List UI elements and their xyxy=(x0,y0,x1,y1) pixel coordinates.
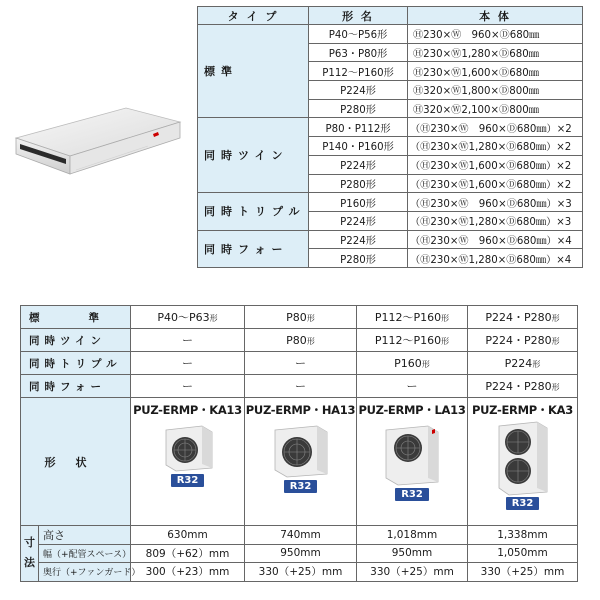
model-cell: P280形 xyxy=(309,249,408,268)
dimension-cell: （Ⓗ230×Ⓦ1,280×Ⓓ680㎜）×4 xyxy=(408,249,583,268)
dimension-cell: （Ⓗ230×Ⓦ1,280×Ⓓ680㎜）×2 xyxy=(408,137,583,156)
refrigerant-badge: R32 xyxy=(171,474,205,487)
dimension-cell: Ⓗ320×Ⓦ2,100×Ⓓ800㎜ xyxy=(408,99,583,118)
dimension-cell: Ⓗ320×Ⓦ1,800×Ⓓ800㎜ xyxy=(408,81,583,100)
capacity-suffix: 形 xyxy=(441,337,450,346)
group-label-triple: 同時トリプル xyxy=(198,193,309,230)
dimension-cell: （Ⓗ230×Ⓦ1,600×Ⓓ680㎜）×2 xyxy=(408,174,583,193)
capacity-value: P160 xyxy=(394,356,422,370)
model-cell: P112〜P160形 xyxy=(309,62,408,81)
dimension-value: 1,018mm xyxy=(357,526,468,545)
row-label-four: 同時フォー xyxy=(21,375,131,398)
dimension-value: 330（+25）mm xyxy=(357,563,468,582)
model-cell: P224形 xyxy=(309,211,408,230)
dimension-cell: Ⓗ230×Ⓦ 960×Ⓓ680㎜ xyxy=(408,25,583,44)
capacity-value: ー xyxy=(295,357,306,370)
capacity-value: ー xyxy=(182,380,193,393)
capacity-suffix: 形 xyxy=(421,359,430,369)
refrigerant-badge: R32 xyxy=(506,497,540,510)
dimension-cell: Ⓗ230×Ⓦ1,600×Ⓓ680㎜ xyxy=(408,62,583,81)
model-cell: P224形 xyxy=(309,155,408,174)
dimension-cell: （Ⓗ230×Ⓦ1,600×Ⓓ680㎜）×2 xyxy=(408,155,583,174)
shape-label: 形状 xyxy=(21,398,131,526)
row-label-standard-a: 標 xyxy=(29,311,45,324)
outdoor-unit-name: PUZ-ERMP・LA13 xyxy=(358,403,466,417)
indoor-spec-table xyxy=(197,6,583,268)
capacity-value: P224・P280 xyxy=(485,311,552,324)
dimension-value: 1,050mm xyxy=(468,544,578,563)
outdoor-unit-name: PUZ-ERMP・HA13 xyxy=(245,403,356,417)
model-cell: P224形 xyxy=(309,81,408,100)
capacity-cell xyxy=(131,306,245,329)
model-cell: P160形 xyxy=(309,193,408,212)
capacity-cell xyxy=(245,375,357,398)
capacity-cell xyxy=(245,306,357,329)
dimension-cell: Ⓗ230×Ⓦ1,280×Ⓓ680㎜ xyxy=(408,43,583,62)
capacity-value: P112〜P160 xyxy=(374,311,442,324)
header-type: タ イ プ xyxy=(198,7,309,25)
dimension-value: 740mm xyxy=(245,526,357,545)
outdoor-unit-table xyxy=(20,305,578,582)
capacity-cell xyxy=(468,329,578,352)
outdoor-unit-image xyxy=(162,424,214,472)
capacity-value: ー xyxy=(295,380,306,393)
capacity-value: P80 xyxy=(286,333,307,347)
capacity-value: P112〜P160 xyxy=(374,334,442,347)
capacity-cell xyxy=(131,375,245,398)
capacity-value: ー xyxy=(182,357,193,370)
capacity-suffix: 形 xyxy=(551,337,560,346)
row-label-twin: 同時ツイン xyxy=(21,329,131,352)
outdoor-unit-cell xyxy=(245,398,357,526)
capacity-cell xyxy=(468,352,578,375)
capacity-suffix: 形 xyxy=(306,336,315,346)
header-model: 形 名 xyxy=(309,7,408,25)
row-label-standard-b: 準 xyxy=(88,311,104,324)
dimension-label-top: 寸 xyxy=(24,536,35,550)
capacity-cell xyxy=(468,375,578,398)
dimension-value: 809（+62）mm xyxy=(131,544,245,563)
capacity-suffix: 形 xyxy=(551,314,560,323)
dimension-label xyxy=(21,526,39,582)
capacity-value: ー xyxy=(406,380,418,393)
outdoor-unit-name: PUZ-ERMP・KA3 xyxy=(472,403,573,417)
model-cell: P80・P112形 xyxy=(309,118,408,137)
dimension-value: 1,338mm xyxy=(468,526,578,545)
dimension-row-label: 幅（+配管スペース） xyxy=(39,544,131,563)
group-label-four: 同時フォー xyxy=(198,230,309,267)
dimension-value: 330（+25）mm xyxy=(245,563,357,582)
capacity-value: ー xyxy=(182,334,193,347)
capacity-cell xyxy=(357,375,468,398)
capacity-suffix: 形 xyxy=(532,359,541,369)
capacity-suffix: 形 xyxy=(306,313,315,323)
model-cell: P140・P160形 xyxy=(309,137,408,156)
outdoor-unit-cell xyxy=(357,398,468,526)
capacity-value: P224・P280 xyxy=(485,380,552,393)
outdoor-unit-cell xyxy=(131,398,245,526)
capacity-cell xyxy=(357,306,468,329)
outdoor-unit-cell xyxy=(468,398,578,526)
capacity-cell xyxy=(245,352,357,375)
dimension-cell: （Ⓗ230×Ⓦ 960×Ⓓ680㎜）×2 xyxy=(408,118,583,137)
refrigerant-badge: R32 xyxy=(395,488,429,501)
outdoor-unit-image xyxy=(495,420,551,496)
capacity-suffix: 形 xyxy=(209,314,218,323)
capacity-value: P40〜P63 xyxy=(157,311,210,324)
model-cell: P224形 xyxy=(309,230,408,249)
capacity-cell xyxy=(357,329,468,352)
capacity-value: P80 xyxy=(286,310,307,324)
row-label-triple: 同時トリプル xyxy=(21,352,131,375)
row-label-standard xyxy=(21,306,131,329)
capacity-value: P224・P280 xyxy=(485,334,552,347)
refrigerant-badge: R32 xyxy=(284,480,318,493)
group-label-standard-a: 標 xyxy=(204,65,221,79)
dimension-row-label: 高さ xyxy=(39,526,131,545)
group-label-standard-b: 準 xyxy=(221,65,238,79)
dimension-cell: （Ⓗ230×Ⓦ1,280×Ⓓ680㎜）×3 xyxy=(408,211,583,230)
dimension-cell: （Ⓗ230×Ⓦ 960×Ⓓ680㎜）×4 xyxy=(408,230,583,249)
indoor-unit-image xyxy=(8,100,186,196)
capacity-suffix: 形 xyxy=(551,383,560,392)
dimension-value: 630mm xyxy=(131,526,245,545)
header-body: 本 体 xyxy=(408,7,583,25)
capacity-cell xyxy=(245,329,357,352)
model-cell: P280形 xyxy=(309,174,408,193)
model-cell: P40〜P56形 xyxy=(309,25,408,44)
capacity-cell xyxy=(468,306,578,329)
capacity-cell xyxy=(131,329,245,352)
group-label-twin: 同時ツイン xyxy=(198,118,309,193)
dimension-value: 950mm xyxy=(245,544,357,563)
outdoor-unit-image xyxy=(382,424,442,486)
dimension-row-label: 奥行（+ファンガード） xyxy=(39,563,131,582)
outdoor-unit-image xyxy=(271,424,331,478)
model-cell: P63・P80形 xyxy=(309,43,408,62)
dimension-value: 300（+23）mm xyxy=(131,563,245,582)
capacity-value: P224 xyxy=(504,356,533,370)
outdoor-unit-name: PUZ-ERMP・KA13 xyxy=(133,403,242,417)
model-cell: P280形 xyxy=(309,99,408,118)
capacity-cell xyxy=(131,352,245,375)
group-label-standard xyxy=(198,25,309,118)
dimension-value: 330（+25）mm xyxy=(468,563,578,582)
dimension-cell: （Ⓗ230×Ⓦ 960×Ⓓ680㎜）×3 xyxy=(408,193,583,212)
dimension-value: 950mm xyxy=(357,544,468,563)
capacity-cell xyxy=(357,352,468,375)
dimension-label-bottom: 法 xyxy=(24,556,35,570)
capacity-suffix: 形 xyxy=(441,314,450,323)
